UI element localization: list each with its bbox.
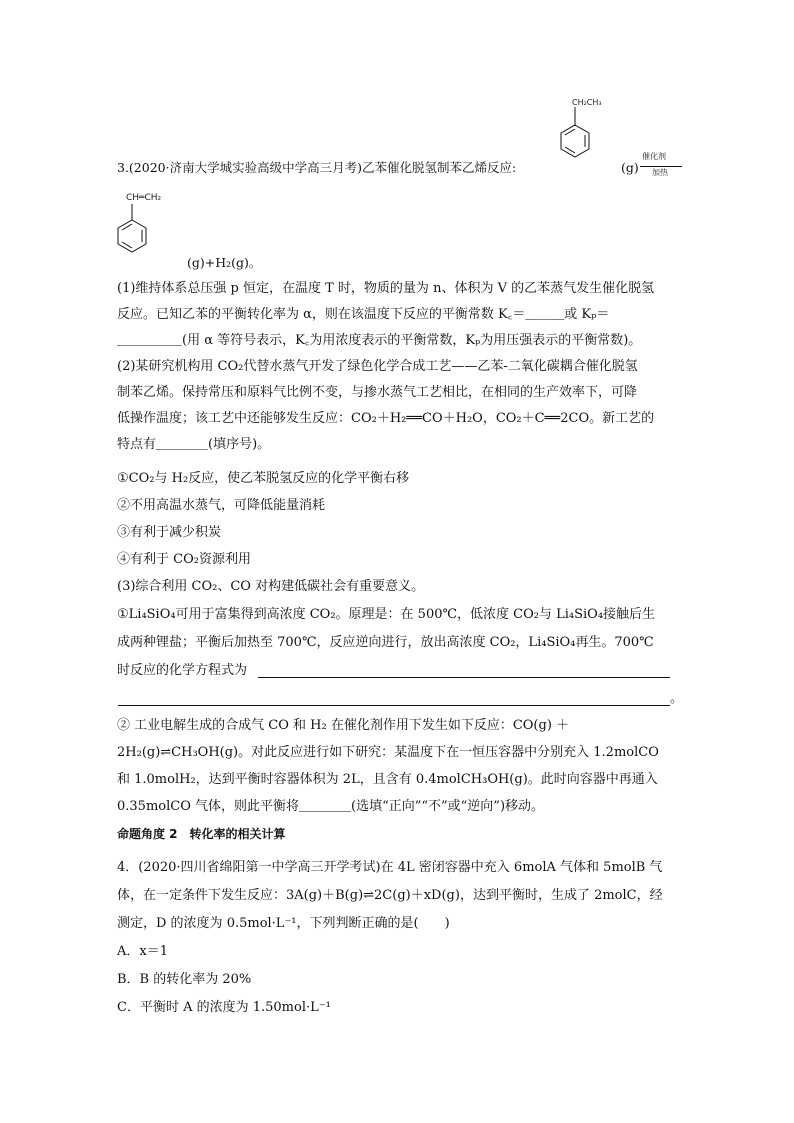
choice-a: A．x＝1 xyxy=(117,944,168,959)
answer-blank-1 xyxy=(258,677,670,678)
q3-part2-line1: (2)某研究机构用 CO₂代替水蒸气开发了绿色化学合成工艺——乙苯-二氧化碳耦合催化脱氢 xyxy=(117,359,638,374)
choice-c: C．平衡时 A 的浓度为 1.50mol·L⁻¹ xyxy=(117,1000,331,1015)
q3-part1-line3: ＿＿＿＿＿(用 α 等符号表示，K꜀为用浓度表示的平衡常数，Kₚ为用压强表示的平衡常数)。 xyxy=(117,333,642,348)
q3-part3-line3: 成两种锂盐；平衡后加热至 700℃，反应逆向进行，放出高浓度 CO₂，Li₄SiO₄再生。700℃ xyxy=(117,635,654,650)
q3-part4-line3: 和 1.0molH₂，达到平衡时容器体积为 2L，且含有 0.4molCH₃OH(g)。此时向容器中再通入 xyxy=(117,772,658,787)
q3-part1-line1: (1)维持体系总压强 p 恒定，在温度 T 时，物质的量为 n、体积为 V 的乙苯蒸气发生催化脱氢 xyxy=(117,281,655,296)
styrene-structure xyxy=(112,192,192,272)
q4-line3: 测定，D 的浓度为 0.5mol·L⁻¹，下列判断正确的是( ) xyxy=(117,916,450,931)
product-tail: (g)+H₂(g)。 xyxy=(187,255,262,270)
choice-b: B．B 的转化率为 20% xyxy=(117,972,252,987)
q3-part2-line4: 特点有＿＿＿＿(填序号)。 xyxy=(117,437,271,452)
reaction-arrow xyxy=(640,166,682,167)
option-3: ③有利于减少积炭 xyxy=(117,525,222,540)
q3-part2-line3: 低操作温度；该工艺中还能够发生反应：CO₂＋H₂══CO＋H₂O，CO₂＋C══2CO。新工艺的 xyxy=(117,411,655,426)
arrow-sub-label: 加热 xyxy=(652,168,668,177)
q3-part3-end: 。 xyxy=(670,691,684,706)
q3-part3-line4: 时反应的化学方程式为 xyxy=(117,663,248,678)
q3-part4-line2: 2H₂(g)⇌CH₃OH(g)。对此反应进行如下研究：某温度下在一恒压容器中分别充入 1.2molCO xyxy=(117,745,659,760)
styrene-substituent: CH═CH₂ xyxy=(126,193,162,203)
option-1: ①CO₂与 H₂反应，使乙苯脱氢反应的化学平衡右移 xyxy=(117,471,410,486)
q3-part4-line4: 0.35molCO 气体，则此平衡将＿＿＿＿(选填“正向”“不”或“逆向”)移动。 xyxy=(117,799,545,814)
option-2: ②不用高温水蒸气，可降低能量消耗 xyxy=(117,498,326,513)
section-heading: 命题角度 2 转化率的相关计算 xyxy=(117,827,286,841)
arrow-label: 催化剂 xyxy=(642,152,666,161)
reactant-phase: (g) xyxy=(621,160,639,175)
q3-part2-line2: 制苯乙烯。保持常压和原料气比例不变，与掺水蒸气工艺相比，在相同的生产效率下，可降 xyxy=(117,385,638,400)
q4-line1: 4．(2020·四川省绵阳第一中学高三开学考试)在 4L 密闭容器中充入 6molA 气体和 5molB 气 xyxy=(117,860,663,875)
option-4: ④有利于 CO₂资源利用 xyxy=(117,552,251,567)
q3-header: 3.(2020·济南大学城实验高级中学高三月考)乙苯催化脱氢制苯乙烯反应: xyxy=(117,160,517,175)
q3-part3-line1: (3)综合利用 CO₂、CO 对构建低碳社会有重要意义。 xyxy=(117,579,425,594)
q3-part4-line1: ② 工业电解生成的合成气 CO 和 H₂ 在催化剂作用下发生如下反应：CO(g) ＋ xyxy=(117,718,570,733)
q3-part3-line2: ①Li₄SiO₄可用于富集得到高浓度 CO₂。原理是：在 500℃，低浓度 CO₂与 Li₄SiO₄接触后生 xyxy=(117,607,656,622)
answer-blank-2 xyxy=(118,705,670,706)
q3-part1-line2: 反应。已知乙苯的平衡转化率为 α，则在该温度下反应的平衡常数 K꜀＝＿＿＿或 Kₚ＝ xyxy=(117,307,610,322)
ethylbenzene-substituent: CH₂CH₃ xyxy=(572,98,602,107)
q4-line2: 体，在一定条件下发生反应：3A(g)＋B(g)⇌2C(g)＋xD(g)，达到平衡时，生成了 2molC，经 xyxy=(117,888,663,903)
